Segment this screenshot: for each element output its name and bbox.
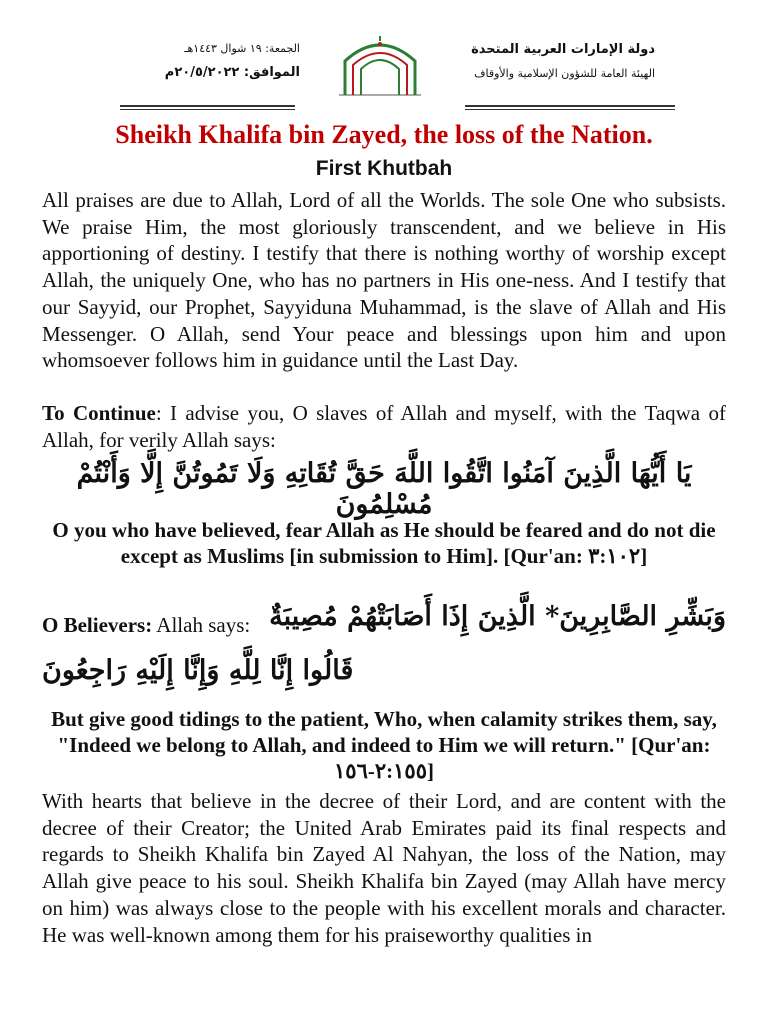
opening-paragraph: All praises are due to Allah, Lord of all the Worlds. The sole One who subsists. We praise Him, the most gloriously transcendent, and we believe in His apportioning of destiny. I testify that there is nothing worthy of worship except Allah, the uniquely One, who has no partners in His one-ness. And I testify that our Sayyid, our Prophet, Sayyiduna Muhammad, is the slave of Allah and His Messenger. O Allah, send Your peace and blessings upon him and upon whomsoever follows him in guidance until the Last Day. (42, 188, 726, 373)
believers-line (42, 601, 726, 641)
date-hijri: الجمعة: ١٩ شوال ١٤٤٣هـ (184, 42, 300, 55)
verse-2-arabic-part-b: قَالُوا إِنَّا لِلَّهِ وَإِنَّا إِلَيْهِ رَاجِعُونَ (42, 655, 354, 686)
believers-text: Allah says: (152, 613, 251, 637)
continue-label: To Continue (42, 401, 156, 425)
org-name: دولة الإمارات العربية المتحدة (471, 42, 655, 57)
verse-1-arabic: يَا أَيُّهَا الَّذِينَ آمَنُوا اتَّقُوا اللَّهَ حَقَّ تُقَاتِهِ وَلَا تَمُوتُنَّ إِلَّا وَأَنْتُمْ مُسْلِمُونَ (76, 458, 692, 520)
khutbah-subtitle: First Khutbah (315, 157, 453, 180)
header-rule-left (120, 105, 295, 107)
header-rule-right (465, 105, 675, 107)
khutbah-title: Sheikh Khalifa bin Zayed, the loss of the Nation. (115, 120, 653, 149)
verse-2-translation: But give good tidings to the patient, Who, when calamity strikes them, say, "Indeed we belong to Allah, and indeed to Him we will return." [Qur'an: ٢:١٥٥-١٥٦] (51, 707, 717, 783)
continue-text: : I advise you, O slaves of Allah and myself, with the Taqwa of Allah, for verily Allah says: (42, 401, 727, 452)
header-rule-left-thin (120, 109, 295, 110)
header-dates (150, 42, 300, 80)
believers-lead (42, 613, 250, 638)
mosque-arch-logo-icon (335, 35, 425, 97)
continue-paragraph (42, 400, 726, 453)
verse-2-arabic-part-a: وَبَشِّرِ الصَّابِرِينَ* الَّذِينَ إِذَا أَصَابَتْهُمْ مُصِيبَةٌ (269, 601, 726, 632)
believers-label: O Believers: (42, 613, 153, 637)
org-subtitle: الهيئة العامة للشؤون الإسلامية والأوقاف (474, 67, 655, 80)
date-gregorian: الموافق: ٢٠/٥/٢٠٢٢م (164, 65, 300, 80)
header-organization (465, 42, 655, 80)
header-rule-right-thin (465, 109, 675, 110)
sheikh-khalifa-paragraph: With hearts that believe in the decree of their Lord, and are content with the decree of their Creator; the United Arab Emirates paid its final respects and regards to Sheikh Khalifa bin Zayed Al Nahyan, the loss of the Nation, may Allah give peace to his soul. Sheikh Khalifa bin Zayed (may Allah have mercy on him) was always close to the people with his excellent morals and character. He was well-known among them for his praiseworthy qualities in (42, 789, 726, 947)
verse-1-translation: O you who have believed, fear Allah as He should be feared and do not die except as Muslims [in submission to Him]. [Qur'an: ٣:١٠٢] (52, 518, 716, 568)
